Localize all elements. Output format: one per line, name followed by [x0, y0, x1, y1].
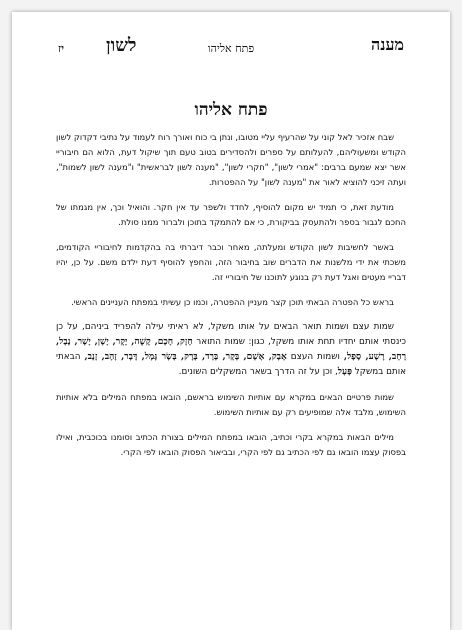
header-right-title: מענה [371, 35, 404, 54]
paragraph-2: מודעת זאת, כי תמיד יש מקום להוסיף, לחדד ולשפר עד אין חקר. והואיל וכך, אין מגמתו של החכם לגבור בספר ולהתעסק בביקורת, כי אם להתמקד בתוכן ולברור ממנו סולת. [56, 202, 406, 227]
paragraph-1: שבח אזכיר לאל קוני על שהרעיף עליי מטובו, ונתן בי כוח ואורך רוח לעמוד על נתיבי דקדוק לשון הקודש ומשעוליהם, להעלותם על ספרים ולהסדירים בטוב טעם תוך שיקול דעת, הלוא הם חיבוריי אשר יצא שמעם ברבים: "אמרי לשון", "חקרי לשון", "מענה לשון לבראשית" ו"מענה לשון לשמות", ועתה זיכני להוציא לאור את "מענה לשון" על ההפטרות. [56, 132, 406, 187]
page-number: יז [58, 42, 64, 55]
paragraph-3: באשר לחשיבות לשון הקודש ומעלתה, מאחר וכבר דיברתי בה בהקדמות לחיבוריי הקודמים, משכתי את ידי מלשנות את הדברים שוב בחיבור הזה, והחפץ להוסיף דעת ילדם משם. על כן, יהיו דבריי מעטים ואגל דעת רק בנוגע לתוכנו של חיבוריי זה. [56, 242, 406, 282]
noun-examples: אָבָק, אָשָׁם, בָּקָר, בָּרָד, בָּרָק, בָּשָׂר גָּמָל, דָּבָר, זָהָב, זָנָב, [84, 352, 287, 362]
running-header [58, 34, 404, 58]
paragraph-5-end: , [332, 367, 338, 377]
document-page [12, 12, 450, 630]
adjective-examples: חָזָק, חָכָם, קָשֶׁה, יָקָר, יָשָׁן, יָשָׁר, נָבָל, רָחָב, רָשָׁע, סָפָל, [56, 337, 407, 362]
header-center-text: פתח אליהו [207, 42, 255, 55]
pattern-example: פָּעָל [337, 367, 352, 377]
nouns-intro: ושמות העצם [290, 352, 340, 362]
paragraph-5-tail: וכן על זה הדרך בשאר המשקלים השונים. [178, 367, 333, 377]
paragraph-5 [56, 320, 406, 380]
body-text [56, 130, 406, 470]
paragraph-5-intro: שמות עצם ושמות תואר הבאים על אותו משקל, לא ראיתי עילה להפריד ביניהם, על כן כינסתי אותם יחדיו תחת אותו משקל, כגון: שמות התואר [56, 322, 407, 347]
chapter-title: פתח אליהו [194, 100, 268, 120]
paragraph-7: מילים הבאות במקרא בקרי וכתיב, הובאו במפתח המילים בצורת הכתיב וסומנו בכוכבית, ואילו בפסוק עצמו הובאו גם לפי הכתיב גם לפי הקרי, ובביאור הפסוק הובאו לפי הקרי. [56, 432, 406, 457]
paragraph-6: שמות פרטיים הבאים במקרא עם אותיות השימוש בראשם, הובאו במפתח המילים בלא אותיות השימוש, מלבד אלה שמופיעים רק עם אותיות השימוש. [56, 392, 406, 417]
header-left-title: לשון [106, 35, 137, 56]
paragraph-5-middle: הבאתי אותם במשקל [56, 352, 406, 377]
paragraph-4: בראש כל הפטרה הבאתי תוכן קצר מעניין ההפטרה, וכמו כן עשיתי במפתח העניינים הראשי. [71, 297, 394, 307]
